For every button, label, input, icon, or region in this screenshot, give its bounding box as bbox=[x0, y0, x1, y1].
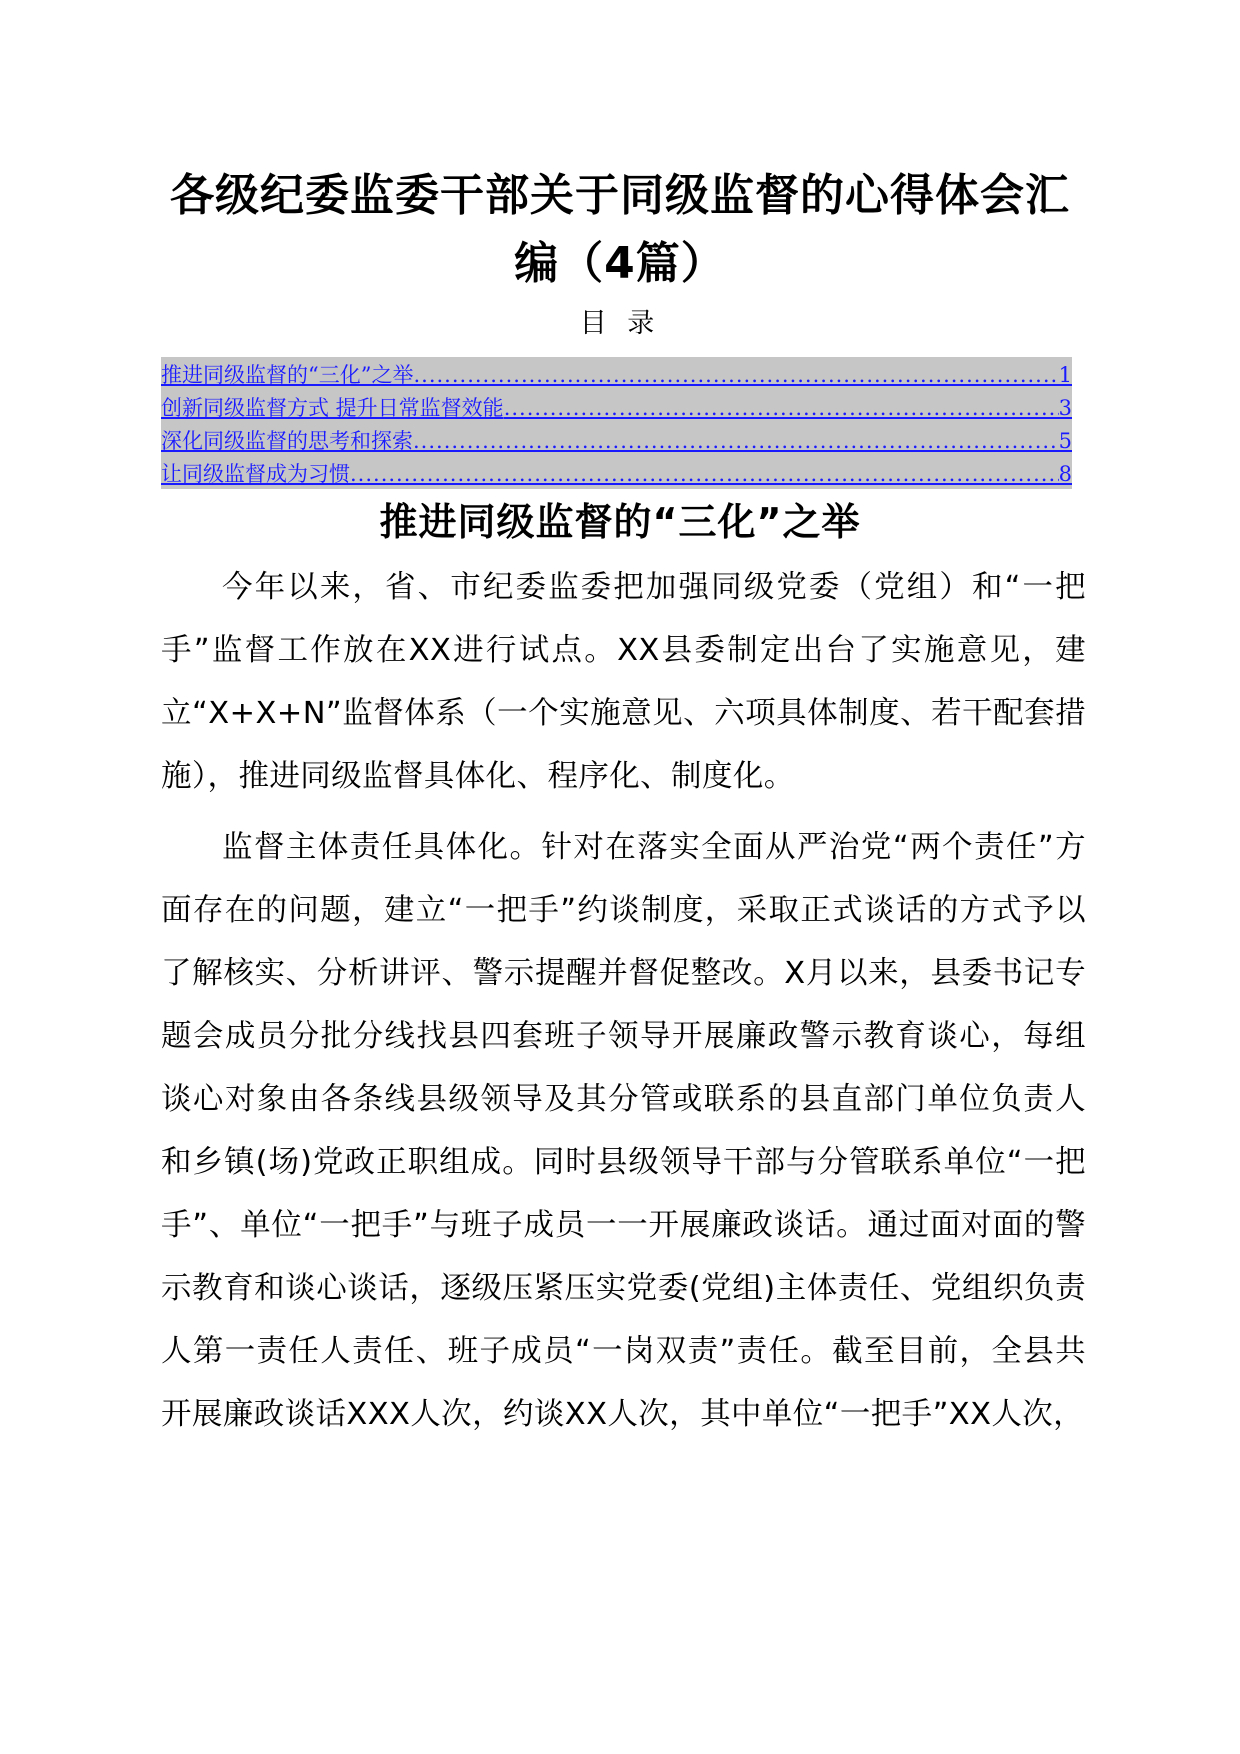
section-title: 推进同级监督的“三化”之举 bbox=[379, 500, 861, 544]
toc-page-number: 8 bbox=[1058, 462, 1072, 486]
toc-heading: 目 录 bbox=[579, 308, 661, 339]
toc-entry-text: 让同级监督成为习惯 bbox=[161, 462, 350, 486]
toc-page-number: 1 bbox=[1058, 363, 1072, 387]
toc-leader-dots bbox=[413, 426, 1059, 456]
paragraph: 监督主体责任具体化。针对在落实全面从严治党“两个责任”方面存在的问题，建立“一把手”约谈制度，采取正式谈话的方式予以了解核实、分析讲评、警示提醒并督促整改。X月以来，县委书记专题会成员分批分线找县四套班子领导开展廉政警示教育谈心，每组谈心对象由各条线县级领导及其分管或联系的县直部门单位负责人和乡镇(场)党政正职组成。同时县级领导干部与分管联系单位“一把手”、单位“一把手”与班子成员一一开展廉政谈话。通过面对面的警示教育和谈心谈话，逐级压紧压实党委(党组)主体责任、党组织负责人第一责任人责任、班子成员“一岗双责”责任。截至目前，全县共开展廉政谈话XXX人次，约谈XX人次，其中单位“一把手”XX人次， bbox=[161, 830, 1086, 1432]
toc-leader-dots bbox=[350, 459, 1059, 489]
toc-link[interactable] bbox=[161, 456, 1072, 489]
toc-link[interactable] bbox=[161, 390, 1072, 423]
toc-entry-text: 推进同级监督的“三化”之举 bbox=[161, 363, 414, 387]
toc-entry-text: 创新同级监督方式 提升日常监督效能 bbox=[161, 396, 504, 420]
table-of-contents bbox=[161, 357, 1072, 489]
body-text bbox=[161, 556, 1086, 1446]
paragraph: 今年以来，省、市纪委监委把加强同级党委（党组）和“一把手”监督工作放在XX进行试点。XX县委制定出台了实施意见，建立“X+X+N”监督体系（一个实施意见、六项具体制度、若干配套措施），推进同级监督具体化、程序化、制度化。 bbox=[161, 570, 1086, 794]
toc-page-number: 5 bbox=[1058, 429, 1072, 453]
toc-page-number: 3 bbox=[1058, 396, 1072, 420]
toc-entry-text: 深化同级监督的思考和探索 bbox=[161, 429, 413, 453]
document-title: 各级纪委监委干部关于同级监督的心得体会汇编（4篇） bbox=[170, 170, 1070, 289]
toc-link[interactable] bbox=[161, 357, 1072, 390]
toc-leader-dots bbox=[504, 393, 1059, 423]
toc-link[interactable] bbox=[161, 423, 1072, 456]
toc-leader-dots bbox=[413, 360, 1058, 390]
